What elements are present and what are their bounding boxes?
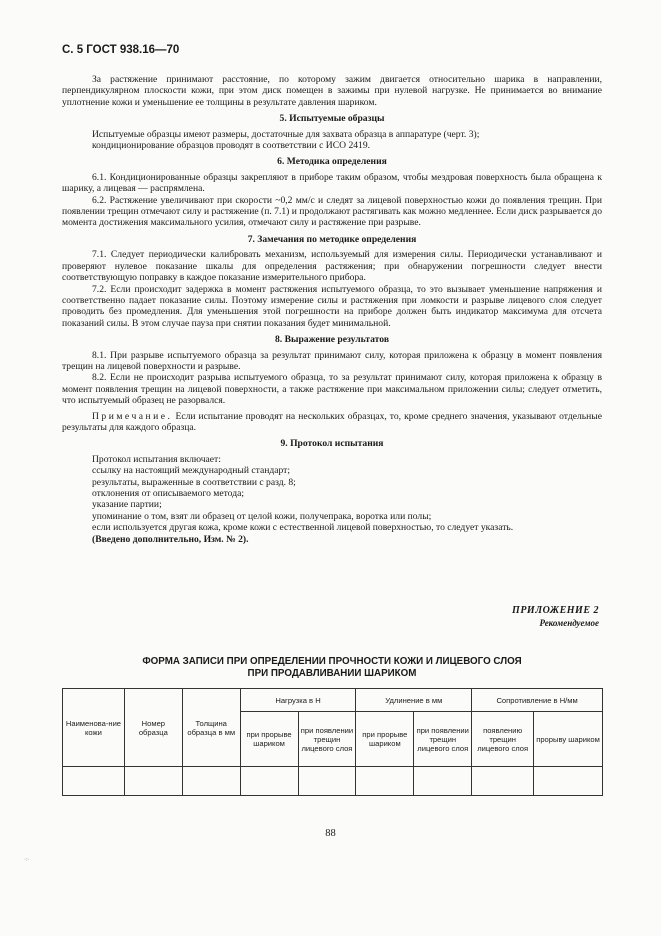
section-8-note (62, 411, 602, 434)
section-7-paragraph-2: 7.2. Если происходит задержка в момент растяжения испытуемого образца, то это вызывает уменьшение напряжения и соответственно падает показание силы. Поэтому измерение силы и растяжения при ломкости и разрыве лицевого слоя следует проводить без промедления. Для уменьшения этой погрешности на приборе должен быть индикатор максимума для отсчета показаний силы. В этом случае пауза при снятии показания будет минимальной. (62, 283, 602, 329)
protocol-line: указание партии; (92, 499, 162, 511)
table-row (63, 767, 603, 796)
header-elong-burst: при прорыве шариком (356, 712, 414, 767)
protocol-line: отклонения от описываемого метода; (92, 488, 245, 499)
scan-speck: ·:· (24, 857, 30, 863)
section-6-paragraph-2: 6.2. Растяжение увеличивают при скорости ~0,2 мм/с и следят за лицевой поверхностью кожи до появления трещин. При появлении трещин отмечают силу и растяжение (п. 7.1) и продолжают растягивать как можно медленнее. Если диск разрывается до момента достижения максимального усилия, отмечают силу и растяжение при разрыве. (62, 194, 602, 229)
form-title-line-1: ФОРМА ЗАПИСИ ПРИ ОПРЕДЕЛЕНИИ ПРОЧНОСТИ КОЖИ И ЛИЦЕВОГО СЛОЯ (142, 656, 522, 667)
header-resistance-group: Сопротивление в Н/мм (472, 689, 603, 712)
intro-paragraph: За растяжение принимают расстояние, по которому зажим двигается относительно шарика в направлении, перпендикулярном плоскости кожи, при этом диск помещен в зажимы при нулевой нагрузке. Не принимается во внимание уплотнение кожи и уменьшение ее толщины в результате давления шариком. (62, 74, 602, 108)
record-form-table (62, 688, 603, 796)
appendix-number: ПРИЛОЖЕНИЕ 2 (512, 605, 599, 616)
section-5-paragraph-1: Испытуемые образцы имеют размеры, достаточные для захвата образца в аппаратуре (черт. 3); (92, 128, 480, 140)
section-7-paragraph-1: 7.1. Следует периодически калибровать механизм, используемый для измерения силы. Периодически устанавливают и проверяют нулевое показание шкалы для определения растяжения; при обнаружении погрешности следует внести соответствующую поправку в каждое показание измерительного прибора. (62, 249, 602, 284)
protocol-line: упоминание о том, взят ли образец от целой кожи, получепрака, воротка или полы; (92, 510, 432, 522)
header-leather-name: Наименова-ние кожи (63, 689, 125, 767)
form-title (62, 656, 602, 679)
section-6-title: 6. Методика определения (277, 156, 387, 168)
amendment-note: (Введено дополнительно, Изм. № 2). (92, 533, 249, 545)
section-6-paragraph-1: 6.1. Кондиционированные образцы закрепляют в приборе таким образом, чтобы мездровая поверхность была обращена к шарику, а лицевая — распрямлена. (62, 171, 602, 195)
header-elong-crack: при появлении трещин лицевого слоя (414, 712, 472, 767)
header-resist-burst: прорыву шариком (534, 712, 603, 767)
document-body (62, 74, 602, 545)
section-5-title: 5. Испытуемые образцы (279, 113, 385, 125)
protocol-line: Протокол испытания включает: (92, 453, 221, 465)
protocol-line: если используется другая кожа, кроме кожи с естественной лицевой поверхностью, то следует указать. (92, 522, 514, 534)
section-8-paragraph-2: 8.2. Если не происходит разрыва испытуемого образца, то за результат принимают силу, которая приложена к образцу в момент появления трещин на лицевой поверхности, а также растяжение при максимальном приложении силы; следует отметить, что испытуемый образец не разорвался. (62, 372, 602, 407)
header-load-group: Нагрузка в Н (240, 689, 356, 712)
header-sample-number: Номер образца (124, 689, 182, 767)
header-elongation-group: Удлинение в мм (356, 689, 472, 712)
header-thickness: Толщина образца в мм (182, 689, 240, 767)
page-number: 88 (325, 828, 336, 839)
protocol-line: ссылку на настоящий международный стандарт; (92, 465, 291, 477)
protocol-line: результаты, выраженные в соответствии с разд. 8; (92, 476, 296, 488)
appendix-status: Рекомендуемое (539, 618, 599, 628)
header-resist-crack: появлению трещин лицевого слоя (472, 712, 534, 767)
form-title-line-2: ПРИ ПРОДАВЛИВАНИИ ШАРИКОМ (247, 667, 417, 679)
section-7-title: 7. Замечания по методике определения (247, 233, 417, 245)
section-8-title: 8. Выражение результатов (274, 334, 389, 346)
note-text: Если испытание проводят на нескольких образцах, то, кроме среднего значения, указывают отдельные результаты для каждого образца. (62, 410, 602, 433)
section-9-title: 9. Протокол испытания (280, 438, 384, 450)
note-label: Примечание. (92, 410, 173, 422)
header-load-crack: при появлении трещин лицевого слоя (298, 712, 356, 767)
section-8-paragraph-1: 8.1. При разрыве испытуемого образца за результат принимают силу, которая приложена к образцу в момент появления трещин на лицевой поверхности и разрыве. (62, 349, 602, 372)
page-header: С. 5 ГОСТ 938.16—70 (62, 44, 180, 56)
appendix-label (512, 605, 599, 629)
header-load-burst: при прорыве шариком (240, 712, 298, 767)
section-5-paragraph-2: кондиционирование образцов проводят в соответствии с ИСО 2419. (92, 140, 371, 152)
